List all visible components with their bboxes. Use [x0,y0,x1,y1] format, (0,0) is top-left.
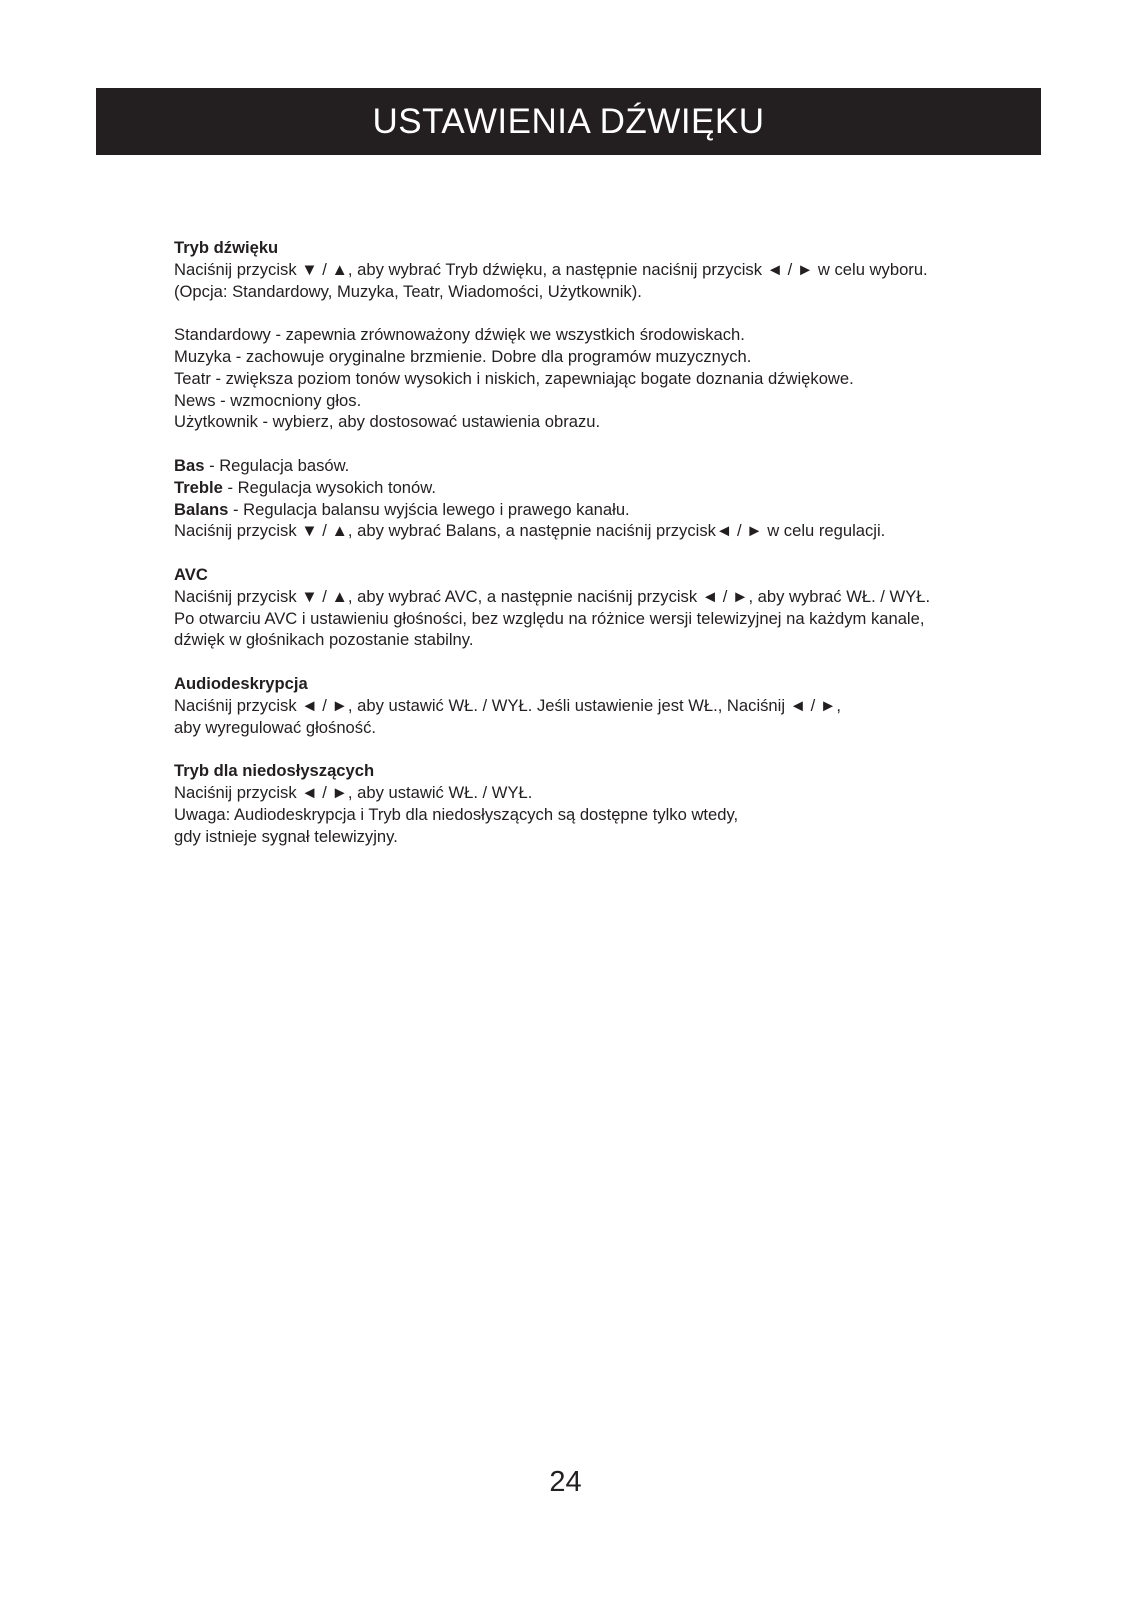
section-equalizer [174,455,1054,542]
section-avc [174,564,1054,651]
paragraph-line: Naciśnij przycisk ▼ / ▲, aby wybrać AVC, a następnie naciśnij przycisk ◄ / ►, aby wybrać WŁ. / WYŁ. [174,586,931,606]
paragraph-line: Naciśnij przycisk ▼ / ▲, aby wybrać Tryb dźwięku, a następnie naciśnij przycisk ◄ / ► w celu wyboru. [174,259,928,279]
paragraph-line: gdy istnieje sygnał telewizyjny. [174,826,398,846]
paragraph-line: Użytkownik - wybierz, aby dostosować ustawienia obrazu. [174,412,601,432]
paragraph-line: Po otwarciu AVC i ustawieniu głośności, bez względu na różnice wersji telewizyjnej na każdym kanale, [174,608,925,628]
paragraph-line: (Opcja: Standardowy, Muzyka, Teatr, Wiadomości, Użytkownik). [174,281,642,301]
term-label: Treble [174,477,223,497]
section-heading: Tryb dla niedosłyszących [174,761,375,781]
term-description: - Regulacja wysokich tonów. [222,477,436,497]
section-heading: Tryb dźwięku [174,238,279,257]
paragraph-line: Standardowy - zapewnia zrównoważony dźwięk we wszystkich środowiskach. [174,325,745,345]
paragraph-line: dźwięk w głośnikach pozostanie stabilny. [174,630,474,650]
term-label: Bas [174,455,205,475]
term-label: Balans [174,499,229,519]
section-heading: AVC [174,564,208,584]
term-description: - Regulacja basów. [204,455,350,475]
paragraph-line: Muzyka - zachowuje oryginalne brzmienie. Dobre dla programów muzycznych. [174,346,752,366]
balans-line [174,499,1054,521]
paragraph-line: Naciśnij przycisk ▼ / ▲, aby wybrać Balans, a następnie naciśnij przycisk◄ / ► w celu regulacji. [174,521,886,541]
bas-line [174,455,1054,477]
term-description: - Regulacja balansu wyjścia lewego i prawego kanału. [228,499,630,519]
page-title: USTAWIENIA DŹWIĘKU [372,101,765,141]
paragraph-line: Naciśnij przycisk ◄ / ►, aby ustawić WŁ. / WYŁ. Jeśli ustawienie jest WŁ., Naciśnij ◄ / ►, [174,695,841,715]
treble-line [174,477,1054,499]
section-audio-description [174,673,1054,738]
document-body [174,237,1054,869]
page-number: 24 [549,1466,582,1498]
section-mode-descriptions [174,324,1054,433]
paragraph-line: News - wzmocniony głos. [174,390,362,410]
paragraph-line: Uwaga: Audiodeskrypcja i Tryb dla niedosłyszących są dostępne tylko wtedy, [174,804,739,824]
section-sound-mode [174,237,1054,302]
section-heading: Audiodeskrypcja [174,673,308,693]
paragraph-line: aby wyregulować głośność. [174,717,376,737]
title-bar [96,88,1041,155]
paragraph-line: Teatr - zwiększa poziom tonów wysokich i niskich, zapewniając bogate doznania dźwiękowe. [174,368,854,388]
section-hearing-impaired [174,760,1054,847]
paragraph-line: Naciśnij przycisk ◄ / ►, aby ustawić WŁ. / WYŁ. [174,782,533,802]
